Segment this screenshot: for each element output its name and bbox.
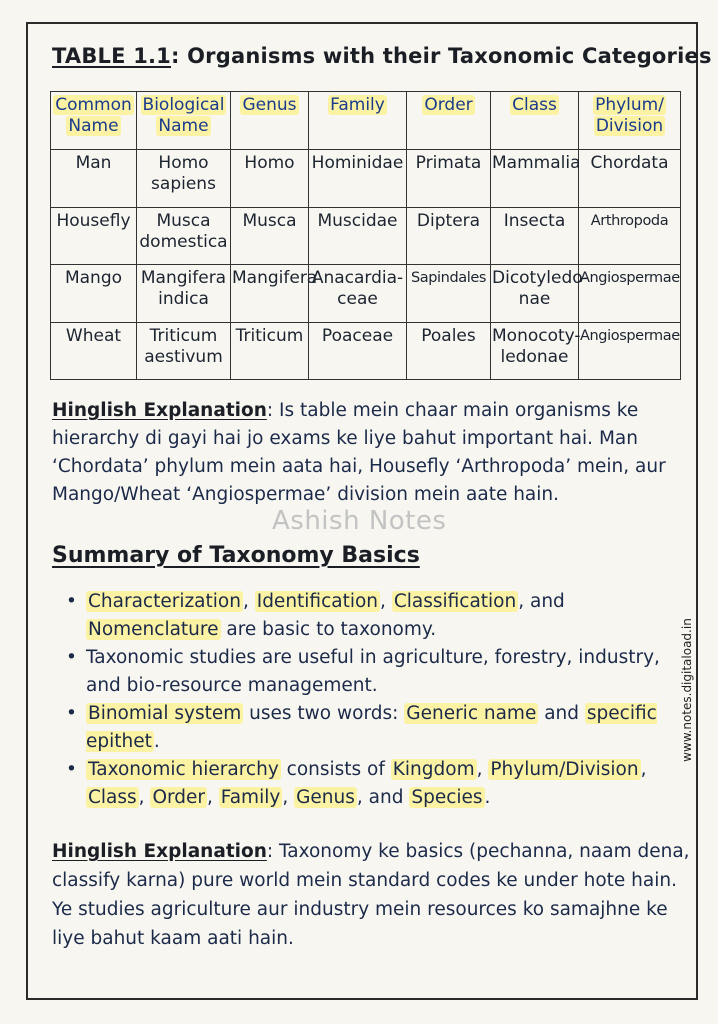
column-header-text: Biological <box>142 95 225 115</box>
column-header-text: Family <box>330 95 385 115</box>
table-cell <box>491 265 590 323</box>
watermark: Ashish Notes <box>272 506 447 536</box>
cell-line: Sapindales <box>410 270 487 286</box>
summary-text: , <box>380 591 392 612</box>
column-header <box>407 92 491 150</box>
table-row <box>51 322 681 380</box>
summary-text: , and <box>518 591 565 612</box>
table-cell <box>231 207 309 265</box>
highlighted-term: Class <box>88 787 137 808</box>
column-header-text: Class <box>512 95 557 115</box>
highlighted-term: Order <box>152 787 206 808</box>
cell-line: Triticum <box>235 325 304 346</box>
cell-line: Homo <box>244 153 295 173</box>
highlighted-term: specific epithet <box>86 703 657 752</box>
cell-line: domestica <box>139 231 228 252</box>
cell-line: Mammalia <box>492 153 581 173</box>
table-cell <box>407 322 491 380</box>
table-cell <box>407 207 491 265</box>
table-cell <box>309 207 407 265</box>
hinglish-explanation-summary <box>52 837 692 953</box>
summary-text: are basic to taxonomy. <box>220 619 437 640</box>
summary-text: , <box>242 591 255 612</box>
table-body <box>51 150 681 380</box>
table-cell <box>309 322 407 380</box>
cell-line: indica <box>158 289 209 309</box>
explanation-text: : Taxonomy ke basics (pechanna, naam dena, classify karna) pure world mein standard codes ke under hote hain. Ye studies agriculture aur industry mein resources ko samajhne ke liye bahut kaam aati hain. <box>52 841 690 949</box>
table-row <box>51 265 681 323</box>
table-cell <box>51 322 137 380</box>
cell-line: Homo <box>158 153 209 173</box>
summary-text: uses two words: <box>243 703 405 724</box>
column-header <box>231 92 309 150</box>
summary-text: , <box>282 787 295 808</box>
table-cell <box>137 150 231 208</box>
highlighted-term: Identification <box>256 591 379 612</box>
table-cell <box>309 265 407 323</box>
column-header <box>137 92 231 150</box>
column-header-text: Name <box>68 116 119 136</box>
column-header-text: Order <box>424 95 473 115</box>
cell-line: Musca <box>242 210 297 231</box>
table-row <box>51 150 681 208</box>
table-header-row <box>51 92 681 150</box>
highlighted-term: Classification <box>393 591 517 612</box>
table-cell <box>137 207 231 265</box>
cell-line: Mango <box>64 268 123 288</box>
cell-line: ceae <box>337 289 378 309</box>
table-cell <box>579 265 681 323</box>
hinglish-explanation-table <box>52 397 692 509</box>
table-title <box>52 44 712 68</box>
summary-list <box>62 588 668 812</box>
column-header-text: Common <box>55 95 132 115</box>
cell-line: Diptera <box>416 210 481 231</box>
table-cell <box>579 207 681 265</box>
cell-line: nae <box>518 289 551 309</box>
table-cell <box>137 322 231 380</box>
summary-text: , <box>476 759 489 780</box>
table-cell <box>407 150 491 208</box>
summary-text: , <box>207 787 219 808</box>
highlighted-term: Family <box>220 787 281 808</box>
highlighted-term: Kingdom <box>392 759 475 780</box>
cell-line: aestivum <box>144 346 223 367</box>
cell-line: Dicotyledo- <box>492 268 590 288</box>
column-header <box>579 92 681 150</box>
table-cell <box>491 322 579 380</box>
cell-line: ledonae <box>500 346 569 367</box>
summary-item <box>62 756 668 812</box>
highlighted-term: Species <box>411 787 483 808</box>
website-url <box>677 590 697 790</box>
table-cell <box>579 322 681 380</box>
website-url-text: www.notes.digitaload.in <box>680 618 694 762</box>
cell-line: Angiospermae <box>580 327 680 344</box>
cell-line: Hominidae <box>311 153 404 173</box>
table-cell <box>407 265 491 323</box>
table-cell <box>51 207 137 265</box>
cell-line: Mangifera <box>232 268 318 288</box>
cell-line: Mangifera <box>140 268 227 288</box>
table-row <box>51 207 681 265</box>
column-header-text: Name <box>158 116 209 136</box>
cell-line: Monocoty- <box>492 325 581 346</box>
explanation-label: Hinglish Explanation <box>52 400 267 421</box>
highlighted-term: Generic name <box>406 703 537 724</box>
summary-text: . <box>153 731 160 752</box>
table-cell <box>51 150 137 208</box>
summary-text: . <box>484 787 491 808</box>
cell-line: Poaceae <box>321 325 394 346</box>
table-cell <box>51 265 137 323</box>
table-cell <box>579 150 681 208</box>
highlighted-term: Taxonomic hierarchy <box>88 759 279 780</box>
summary-title: Summary of Taxonomy Basics <box>52 543 420 568</box>
cell-line: Anacardia- <box>311 268 404 288</box>
column-header <box>51 92 137 150</box>
table-cell <box>231 150 309 208</box>
summary-item <box>62 700 668 756</box>
summary-item <box>62 644 668 700</box>
cell-line: Man <box>75 153 112 173</box>
cell-line: Primata <box>415 153 482 173</box>
column-header <box>309 92 407 150</box>
column-header <box>491 92 579 150</box>
highlighted-term: Characterization <box>88 591 241 612</box>
table-cell <box>491 150 579 208</box>
cell-line: Insecta <box>503 210 566 231</box>
summary-text: , and <box>356 787 410 808</box>
summary-text: , <box>138 787 151 808</box>
column-header-text: Genus <box>242 95 297 115</box>
table-id: TABLE 1.1 <box>52 44 171 68</box>
summary-text: Taxonomic studies are useful in agriculture, forestry, industry, and bio-resource management. <box>86 647 660 696</box>
cell-line: Arthropoda <box>590 212 669 229</box>
taxonomy-table <box>50 91 681 380</box>
table-cell <box>137 265 231 323</box>
cell-line: Muscidae <box>317 210 398 231</box>
table-cell <box>231 265 318 323</box>
summary-item <box>62 588 668 644</box>
cell-line: sapiens <box>151 174 216 194</box>
column-header-text: Division <box>595 116 664 136</box>
table-cell <box>309 150 407 208</box>
table-cell <box>491 207 579 265</box>
highlighted-term: Nomenclature <box>88 619 219 640</box>
highlighted-term: Genus <box>296 787 355 808</box>
table-title-text: : Organisms with their Taxonomic Categories <box>171 44 712 68</box>
highlighted-term: Phylum/Division <box>490 759 639 780</box>
explanation-text: : Is table mein chaar main organisms ke hierarchy di gayi hai jo exams ke liye bahut important hai. Man ‘Chordata’ phylum mein aata hai, Housefly ‘Arthropoda’ mein, aur Mango/Wheat ‘Angiospermae’ division mein aate hain. <box>52 400 666 505</box>
highlighted-term: Binomial system <box>88 703 242 724</box>
table-cell <box>231 322 309 380</box>
cell-line: Musca <box>156 210 211 231</box>
cell-line: Chordata <box>590 153 669 173</box>
summary-text: , <box>640 759 647 780</box>
cell-line: Housefly <box>56 210 131 231</box>
cell-line: Angiospermae <box>580 270 680 286</box>
explanation-label: Hinglish Explanation <box>52 841 267 862</box>
cell-line: Poales <box>421 325 476 346</box>
summary-text: and <box>538 703 585 724</box>
cell-line: Wheat <box>65 325 122 346</box>
summary-text: consists of <box>280 759 391 780</box>
cell-line: Triticum <box>149 325 218 346</box>
column-header-text: Phylum/ <box>595 95 664 115</box>
